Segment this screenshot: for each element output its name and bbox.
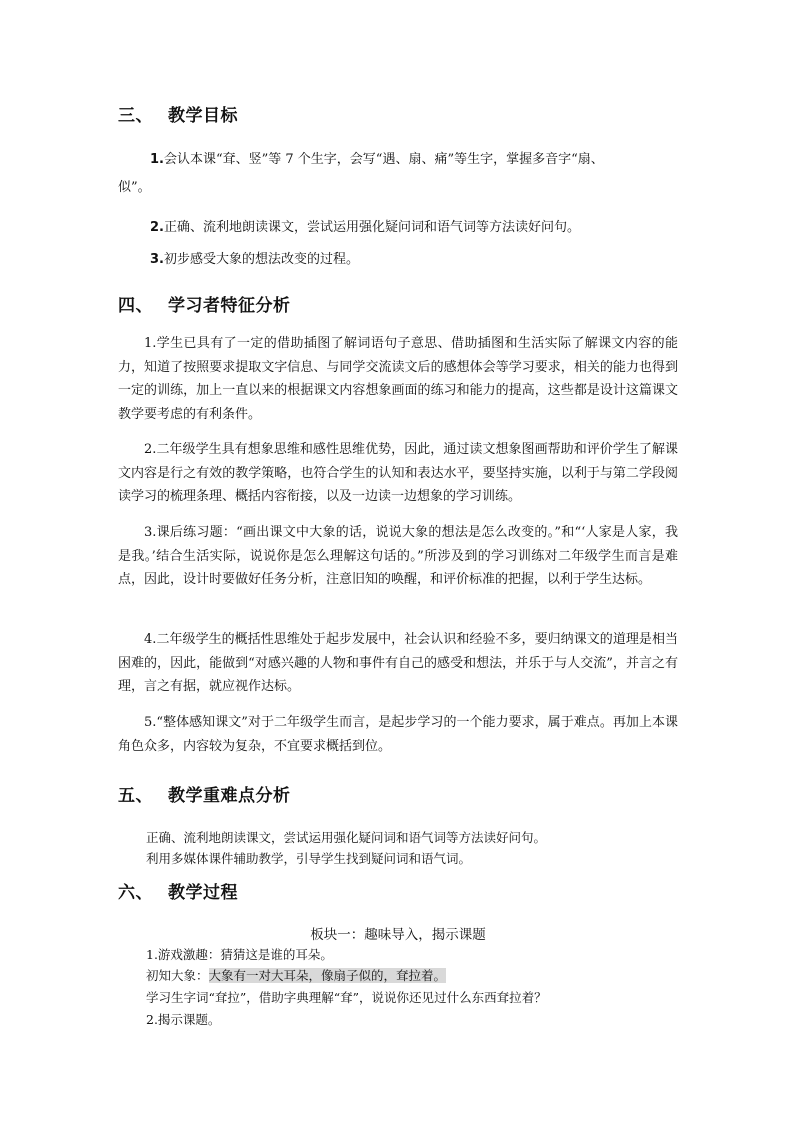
section-number: 四、	[118, 296, 153, 316]
goal-item-1-continued: 似”。	[118, 180, 151, 195]
analysis-paragraph-4: 4.二年级学生的概括性思维处于起步发展中，社会认识和经验不多，要归纳课文的道理是相当困难的，因此，能做到“对感兴趣的人物和事件有自己的感受和想法，并乐于与人交流”，并言之有理，言之有据，就应视作达标。	[118, 632, 678, 695]
section-heading-key-points	[118, 781, 291, 806]
keypoint-line-1: 正确、流利地朗读课文，尝试运用强化疑问词和语气词等方法读好问句。	[146, 830, 547, 845]
goal-item-2	[150, 216, 580, 235]
section-title: 教学目标	[168, 106, 238, 126]
analysis-paragraph-2: 2.二年级学生具有想象思维和感性思维优势，因此，通过读文想象图画帮助和评价学生了解课文内容是行之有效的教学策略，也符合学生的认知和表达水平，要坚持实施，以利于与第二学段阅读学习的梳理条理、概括内容衔接，以及一边读一边想象的学习训练。	[118, 442, 678, 505]
section-title: 教学过程	[168, 883, 238, 903]
highlighted-sentence: 大象有一对大耳朵，像扇子似的，耷拉着。	[208, 968, 447, 983]
goal-text: 正确、流利地朗读课文，尝试运用强化疑问词和语气词等方法读好问句。	[163, 220, 580, 235]
block-title: 板块一：趣味导入，揭示课题	[310, 927, 486, 943]
analysis-paragraph-3: 3.课后练习题：“画出课文中大象的话，说说大象的想法是怎么改变的。”和“‘人家是人家，我是我。’结合生活实际，说说你是怎么理解这句话的。”所涉及到的学习训练对二年级学生而言是难点，因此，设计时要做好任务分析，注意旧知的唤醒，和评价标准的把握，以利于学生达标。	[118, 525, 678, 588]
analysis-paragraph-5: 5.“整体感知课文”对于二年级学生而言，是起步学习的一个能力要求，属于难点。再加上本课角色众多，内容较为复杂，不宜要求概括到位。	[118, 715, 678, 754]
goal-number: 1.	[150, 152, 164, 167]
section-number: 三、	[118, 106, 153, 126]
goal-text: 初步感受大象的想法改变的过程。	[163, 252, 359, 267]
section-number: 五、	[118, 786, 153, 806]
section-heading-teaching-process	[118, 878, 238, 903]
process-line-2: 初知大象：大象有一对大耳朵，像扇子似的，耷拉着。	[146, 968, 447, 983]
section-heading-learner-analysis	[118, 291, 291, 316]
section-number: 六、	[118, 883, 153, 903]
analysis-paragraph-1: 1.学生已具有了一定的借助插图了解词语句子意思、借助插图和生活实际了解课文内容的能力，知道了按照要求提取文字信息、与同学交流读文后的感想体会等学习要求，相关的能力也得到一定的训练，加上一直以来的根据课文内容想象画面的练习和能力的提高，这些都是设计这篇课文教学要考虑的有利条件。	[118, 336, 678, 422]
goal-item-3	[150, 248, 359, 267]
process-line-3: 学习生字词“耷拉”，借助字典理解“耷”，说说你还见过什么东西耷拉着？	[146, 990, 547, 1005]
process-line-4: 2.揭示课题。	[146, 1012, 221, 1027]
section-heading-teaching-goals	[118, 101, 238, 126]
goal-number: 2.	[150, 220, 164, 235]
goal-number: 3.	[150, 252, 164, 267]
section-title: 学习者特征分析	[168, 296, 291, 316]
process-line-1: 1.游戏激趣：猜猜这是谁的耳朵。	[146, 947, 333, 962]
goal-text: 会认本课“耷、竖”等 7 个生字，会写“遇、扇、痛”等生字，掌握多音字“扇、	[163, 152, 604, 167]
goal-item-1	[150, 148, 604, 167]
section-title: 教学重难点分析	[168, 786, 291, 806]
keypoint-line-2: 利用多媒体课件辅助教学，引导学生找到疑问词和语气词。	[146, 851, 472, 866]
